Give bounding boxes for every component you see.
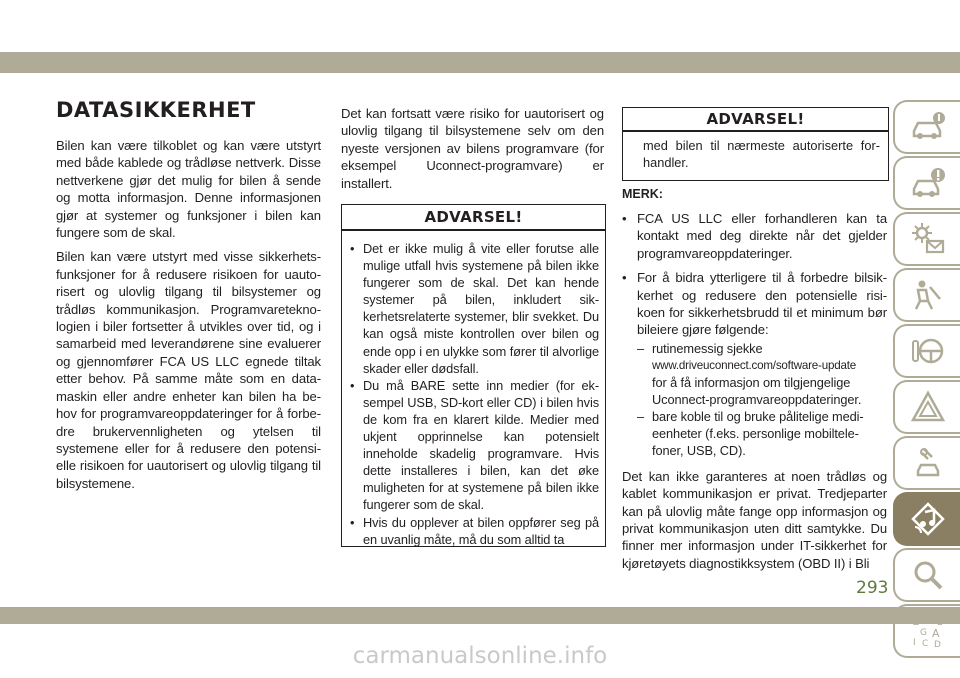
search-index-icon bbox=[910, 557, 946, 593]
car-info-icon bbox=[910, 109, 946, 145]
note-label: MERK: bbox=[622, 187, 663, 201]
tab-car-info[interactable] bbox=[893, 100, 960, 154]
paragraph-intro: Bilen kan være tilkoblet og kan være utstyrt med både kablede og trådløse nettverk. Disse nettverkene gjør det mulig for bilen å sende og motta informasjon. Denne informasjonen gjør at systemer og funksjoner i bilen kan fungere som de skal. bbox=[56, 138, 321, 241]
column-right bbox=[622, 186, 887, 572]
wrench-car-icon bbox=[910, 445, 946, 481]
recommendation-text: rutinemessig sjekke bbox=[652, 340, 763, 356]
column-left bbox=[56, 137, 321, 492]
software-update-link[interactable]: www.driveuconnect.com/software-update bbox=[652, 358, 856, 372]
bottom-footer-band bbox=[0, 607, 960, 624]
warning-item: • Det er ikke mulig å vite eller forutse alle mulige utfall hvis systemene på bilen ikke fungerer som de skal. Det kan hende systemer på bilen, inkludert sik-kerhetsrelaterte systemer, blir svekket. Du kan også miste kontrollen over bilen og ende opp i en ulykke som fører til alvorlige skader eller dødsfall. bbox=[348, 240, 599, 377]
svg-text:C: C bbox=[921, 639, 928, 649]
svg-text:G: G bbox=[919, 628, 927, 638]
paragraph-security-functions: Bilen kan være utstyrt med visse sikkerhets-funksjoner for å redusere risikoen for uauto-risert og ulovlig tilgang til bilsystemer og trådløs kommunikasjon. Programvaretekno-logien i biler fortsetter å utvikles over tid, og i samarbeid med leverandørene sine evaluerer og gjennomfører FCA US LLC egnede tiltak etter behov. På samme måte som en data-maskin eller andre enheter kan bilen ha be-hov for programvareoppdateringer for å forbe-dre brukervennligheten og ytelsen til systemene eller for å redusere den potensi-elle risikoen for uautorisert og ulovlig tilgang til bilsystemene. bbox=[56, 249, 321, 491]
warning-continued-text: med bilen til nærmeste autoriserte for-handler. bbox=[643, 138, 880, 170]
warning-item: • Hvis du opplever at bilen oppfører seg på en uvanlig måte, må du som alltid ta bbox=[348, 514, 599, 548]
recommendation-item bbox=[637, 340, 887, 408]
page-number: 293 bbox=[856, 578, 889, 598]
car-warning-icon bbox=[910, 165, 946, 201]
recommendation-text: bare koble til og bruke pålitelige medi-eenheter (f.eks. personlige mobiltele-foner, USB, CD). bbox=[652, 408, 864, 458]
note-list bbox=[622, 210, 887, 459]
warning-box-continued bbox=[622, 107, 889, 181]
watermark: carmanualsonline.info bbox=[352, 643, 608, 669]
note-item bbox=[622, 269, 887, 459]
tab-servicing[interactable] bbox=[893, 436, 960, 490]
svg-text:D: D bbox=[933, 640, 941, 649]
emergency-triangle-icon bbox=[910, 389, 946, 425]
multimedia-icon bbox=[910, 501, 946, 537]
paragraph-residual-risk: Det kan fortsatt være risiko for uautorisert og ulovlig tilgang til bilsystemene selv om den nyeste versjonen av bilens programvare (for eksempel Uconnect-programvare) er installert. bbox=[341, 106, 604, 191]
page-title: DATASIKKERHET bbox=[56, 98, 256, 122]
warning-item: • Du må BARE sette inn medier (for ek-sempel USB, SD-kort eller CD) i bilen hvis de kom fra en klarert kilde. Medier med ukjent opprinnelse kan potensielt inneholde skadelig programvare. Hvis dette installeres i bilen, kan det øke muligheten for at systemene på bilen ikke fungerer som de skal. bbox=[348, 377, 599, 514]
safety-airbag-icon bbox=[910, 277, 946, 313]
recommendation-text: for å få informasjon om tilgjengelige Uconnect-programvareoppdateringer. bbox=[652, 374, 862, 407]
warning-heading: ADVARSEL! bbox=[623, 108, 888, 132]
recommendation-item bbox=[637, 408, 887, 459]
tab-car-warning[interactable] bbox=[893, 156, 960, 210]
note-text: FCA US LLC eller forhandleren kan ta kontakt med deg direkte når det gjelder programvareoppdateringer. bbox=[637, 211, 887, 261]
note-text: For å bidra ytterligere til å forbedre bilsik-kerhet og redusere den potensielle risi-koen for sikkerhetsbrudd til et minimum bør bileiere gjøre følgende: bbox=[637, 270, 887, 338]
tab-emergency[interactable] bbox=[893, 380, 960, 434]
dashboard-lights-icon bbox=[910, 221, 946, 257]
paragraph-privacy: Det kan ikke garanteres at noen trådløs og kablet kommunikasjon er privat. Tredjeparter kan på ulovlig måte fange opp informasjon og privat kommunikasjon uten ditt samtykke. Du finner mer informasjon under IT-sikkerhet for kjøretøyets diagnostikksystem (OBD II) i Bli bbox=[622, 468, 887, 571]
warning-heading: ADVARSEL! bbox=[342, 205, 605, 231]
tab-dashboard-lights[interactable] bbox=[893, 212, 960, 266]
tab-search-index[interactable] bbox=[893, 548, 960, 602]
steering-wheel-icon bbox=[910, 333, 946, 369]
svg-text:A: A bbox=[931, 627, 940, 640]
tab-multimedia[interactable] bbox=[893, 492, 960, 546]
tab-starting-operating[interactable] bbox=[893, 324, 960, 378]
top-header-band bbox=[0, 52, 960, 73]
note-item bbox=[622, 210, 887, 262]
warning-list bbox=[342, 231, 605, 548]
warning-box-main bbox=[341, 204, 606, 547]
svg-text:I: I bbox=[912, 638, 916, 648]
tab-safety[interactable] bbox=[893, 268, 960, 322]
recommendation-list bbox=[637, 340, 887, 459]
column-middle bbox=[341, 105, 604, 192]
